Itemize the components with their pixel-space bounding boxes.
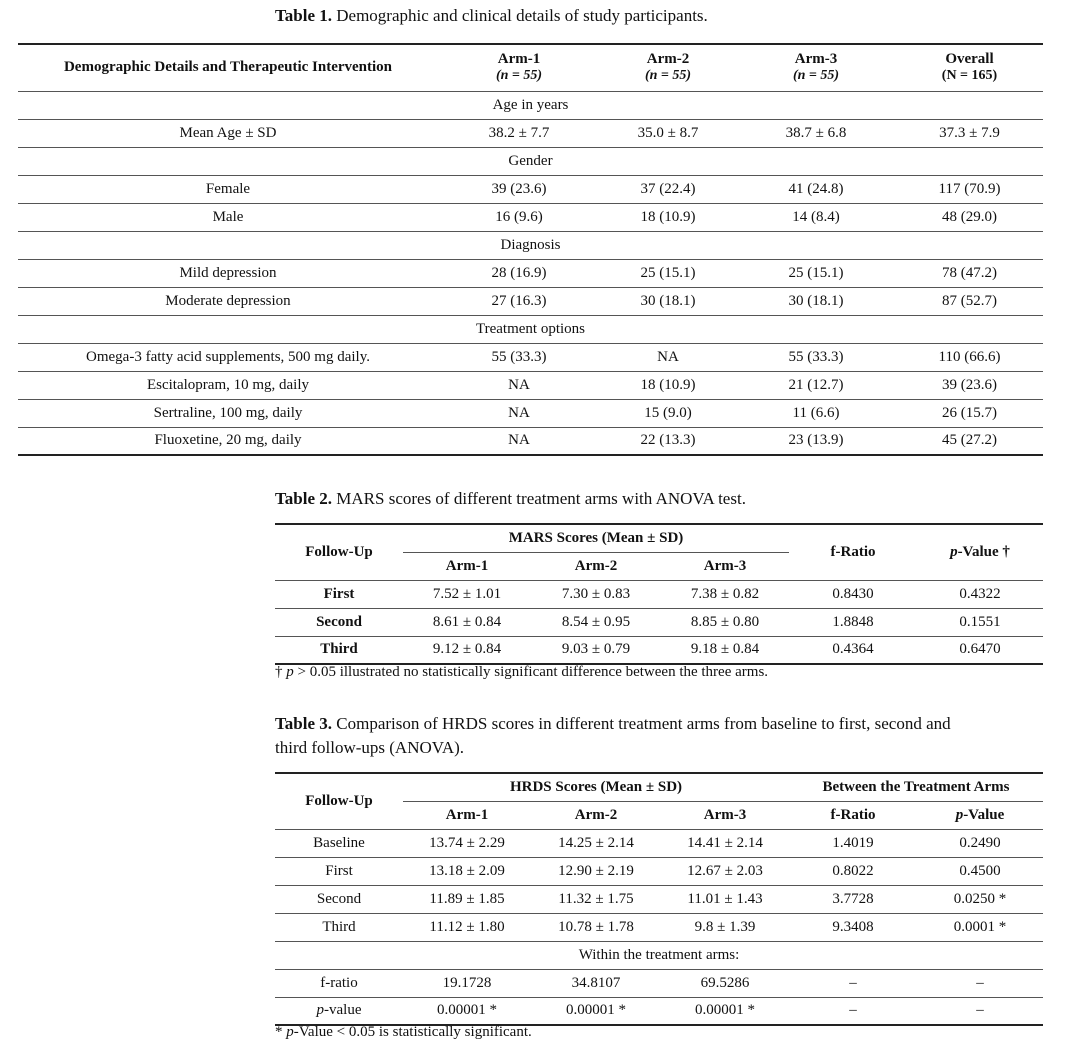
cell: 0.4500 — [959, 862, 1001, 879]
cell: 8.54 ± 0.95 — [561, 613, 631, 630]
cell: 7.52 ± 1.01 — [432, 585, 502, 602]
table2-caption-label: Table 2. — [275, 489, 333, 508]
row-label: Mean Age ± SD — [179, 124, 277, 141]
cell: 14.25 ± 2.14 — [558, 834, 634, 851]
table3-fratio-header: f-Ratio — [830, 806, 876, 823]
cell: 30 (18.1) — [640, 292, 696, 309]
cell: 0.4322 — [959, 585, 1001, 602]
table-row — [18, 343, 1043, 371]
cell: 0.00001 * — [437, 1002, 497, 1019]
cell: 1.8848 — [832, 613, 874, 630]
cell: 13.74 ± 2.29 — [429, 834, 505, 851]
table2-arm2-header: Arm-2 — [574, 557, 618, 574]
table-row — [18, 259, 1043, 287]
cell: 8.85 ± 0.80 — [690, 613, 760, 630]
cell: 9.3408 — [832, 918, 874, 935]
row-label: Escitalopram, 10 mg, daily — [146, 376, 310, 393]
cell: 0.6470 — [959, 641, 1001, 658]
table1-section-row — [18, 231, 1043, 259]
table1-header-row — [18, 44, 1043, 91]
cell: 28 (16.9) — [491, 264, 547, 281]
cell: 26 (15.7) — [942, 404, 997, 421]
table-row — [18, 427, 1043, 455]
cell: 22 (13.3) — [640, 432, 696, 449]
cell: 110 (66.6) — [938, 348, 1001, 365]
cell: 3.7728 — [832, 890, 874, 907]
table1-section-row — [18, 91, 1043, 119]
table3-header-row — [275, 773, 1043, 801]
cell: 12.90 ± 2.19 — [558, 862, 634, 879]
section-title-diagnosis: Diagnosis — [500, 236, 561, 253]
cell: 25 (15.1) — [640, 264, 696, 281]
table1-col0-header: Demographic Details and Therapeutic Intervention — [63, 59, 393, 76]
table3-arm2-header: Arm-2 — [574, 806, 618, 823]
cell: 38.2 ± 7.7 — [488, 124, 550, 141]
row-label: Second — [316, 890, 362, 907]
cell: 18 (10.9) — [640, 376, 696, 393]
table-row — [275, 608, 1043, 636]
cell: 39 (23.6) — [491, 180, 547, 197]
row-label: Third — [320, 641, 358, 658]
cell: 37.3 ± 7.9 — [939, 124, 1000, 141]
cell: – — [849, 1002, 857, 1019]
cell: 11.32 ± 1.75 — [558, 890, 634, 907]
table2-followup-header: Follow-Up — [275, 524, 403, 580]
table3-between-header: Between the Treatment Arms — [789, 773, 1043, 801]
table2-group-header: MARS Scores (Mean ± SD) — [403, 524, 789, 552]
cell: 23 (13.9) — [788, 432, 844, 449]
table1-arm3-header: Arm-3 (n = 55) — [792, 51, 840, 84]
cell: 34.8107 — [571, 974, 621, 991]
cell: 35.0 ± 8.7 — [637, 124, 699, 141]
cell: 0.8430 — [832, 585, 874, 602]
table3-caption — [275, 712, 1065, 760]
table2 — [275, 523, 1043, 665]
cell: – — [976, 1002, 984, 1019]
cell: 10.78 ± 1.78 — [558, 918, 634, 935]
cell: 78 (47.2) — [942, 264, 997, 281]
table-row — [275, 857, 1043, 885]
row-label: Sertraline, 100 mg, daily — [153, 404, 303, 421]
table-row — [18, 371, 1043, 399]
section-title-gender: Gender — [508, 152, 553, 169]
table2-arm3-header: Arm-3 — [703, 557, 747, 574]
row-label: First — [323, 585, 355, 602]
row-label: Baseline — [313, 834, 365, 851]
table3-caption-line1: Comparison of HRDS scores in different treatment arms from baseline to first, second and — [332, 714, 951, 733]
row-label: Female — [205, 180, 251, 197]
table3-caption-label: Table 3. — [275, 714, 333, 733]
table2-caption — [275, 487, 746, 511]
table1-caption — [275, 4, 708, 28]
cell: 16 (9.6) — [495, 208, 543, 225]
table3-arm1-header: Arm-1 — [445, 806, 489, 823]
table-row — [18, 203, 1043, 231]
row-label: Third — [322, 918, 356, 935]
cell: NA — [657, 348, 679, 365]
cell: NA — [508, 376, 530, 393]
cell: 27 (16.3) — [491, 292, 547, 309]
cell: 0.00001 * — [566, 1002, 626, 1019]
table-row — [275, 913, 1043, 941]
table1-overall-header: Overall (N = 165) — [941, 51, 998, 84]
table2-arm1-header: Arm-1 — [445, 557, 489, 574]
table3-caption-line2: third follow-ups (ANOVA). — [275, 738, 465, 757]
cell: 0.0001 * — [953, 918, 1007, 935]
table3 — [275, 772, 1043, 1026]
cell: 30 (18.1) — [788, 292, 844, 309]
table3-pvalue-header: p-Value — [955, 806, 1005, 823]
cell: 0.2490 — [959, 834, 1001, 851]
table2-pvalue-header: p-Value † — [917, 524, 1043, 580]
table-row — [275, 580, 1043, 608]
table-row — [275, 997, 1043, 1025]
cell: 48 (29.0) — [942, 208, 997, 225]
table-row — [18, 399, 1043, 427]
table-row — [18, 119, 1043, 147]
table1-caption-text: Demographic and clinical details of study participants. — [332, 6, 708, 25]
cell: 1.4019 — [832, 834, 874, 851]
table2-fratio-header: f-Ratio — [789, 524, 917, 580]
table-row — [18, 287, 1043, 315]
cell: 18 (10.9) — [640, 208, 696, 225]
table-row — [18, 175, 1043, 203]
cell: NA — [508, 432, 530, 449]
cell: 14.41 ± 2.14 — [687, 834, 763, 851]
cell: 11.01 ± 1.43 — [687, 890, 763, 907]
cell: 12.67 ± 2.03 — [687, 862, 763, 879]
cell: 45 (27.2) — [942, 432, 997, 449]
row-label: f-ratio — [320, 974, 358, 991]
row-label: First — [325, 862, 353, 879]
cell: 0.8022 — [832, 862, 874, 879]
section-title-age: Age in years — [492, 96, 569, 113]
cell: 37 (22.4) — [640, 180, 696, 197]
table1 — [18, 43, 1043, 456]
cell: 0.4364 — [832, 641, 874, 658]
cell: NA — [508, 404, 530, 421]
within-title: Within the treatment arms: — [578, 946, 740, 963]
cell: 11.89 ± 1.85 — [429, 890, 505, 907]
cell: 55 (33.3) — [788, 348, 844, 365]
table1-caption-label: Table 1. — [275, 6, 333, 25]
cell: 11.12 ± 1.80 — [429, 918, 505, 935]
cell: 69.5286 — [700, 974, 750, 991]
row-label: Male — [212, 208, 244, 225]
table2-header-row — [275, 524, 1043, 552]
cell: 19.1728 — [442, 974, 492, 991]
cell: – — [849, 974, 857, 991]
table-row — [275, 636, 1043, 664]
cell: 9.8 ± 1.39 — [694, 918, 756, 935]
row-label: Mild depression — [179, 264, 277, 281]
cell: 38.7 ± 6.8 — [785, 124, 847, 141]
cell: 0.00001 * — [695, 1002, 755, 1019]
cell: 39 (23.6) — [942, 376, 997, 393]
table1-section-row — [18, 315, 1043, 343]
table2-footnote: † p > 0.05 illustrated no statistically significant difference between the three arms. — [275, 664, 769, 680]
cell: 14 (8.4) — [792, 208, 840, 225]
cell: 0.0250 * — [953, 890, 1007, 907]
table1-arm1-header: Arm-1 (n = 55) — [495, 51, 543, 84]
table-row — [275, 969, 1043, 997]
cell: 9.18 ± 0.84 — [690, 641, 760, 658]
section-title-treatment: Treatment options — [475, 320, 586, 337]
cell: 117 (70.9) — [938, 180, 1001, 197]
cell: 9.03 ± 0.79 — [561, 641, 631, 658]
cell: – — [976, 974, 984, 991]
cell: 7.30 ± 0.83 — [561, 585, 631, 602]
table3-footnote: * p-Value < 0.05 is statistically significant. — [275, 1024, 532, 1040]
cell: 9.12 ± 0.84 — [432, 641, 502, 658]
table-row — [275, 829, 1043, 857]
table-row — [275, 885, 1043, 913]
cell: 8.61 ± 0.84 — [432, 613, 502, 630]
cell: 41 (24.8) — [788, 180, 844, 197]
cell: 55 (33.3) — [491, 348, 547, 365]
table3-within-row — [275, 941, 1043, 969]
table1-section-row — [18, 147, 1043, 175]
cell: 0.1551 — [959, 613, 1001, 630]
cell: 13.18 ± 2.09 — [429, 862, 505, 879]
table2-caption-text: MARS scores of different treatment arms with ANOVA test. — [332, 489, 746, 508]
cell: 15 (9.0) — [644, 404, 692, 421]
row-label: p-value — [316, 1002, 362, 1019]
row-label: Fluoxetine, 20 mg, daily — [154, 432, 302, 449]
row-label: Moderate depression — [165, 292, 291, 309]
table3-group-header: HRDS Scores (Mean ± SD) — [403, 773, 789, 801]
cell: 87 (52.7) — [942, 292, 997, 309]
cell: 7.38 ± 0.82 — [690, 585, 760, 602]
cell: 25 (15.1) — [788, 264, 844, 281]
table3-arm3-header: Arm-3 — [703, 806, 747, 823]
cell: 21 (12.7) — [788, 376, 844, 393]
row-label: Omega-3 fatty acid supplements, 500 mg daily. — [86, 348, 370, 365]
row-label: Second — [316, 613, 362, 630]
cell: 11 (6.6) — [792, 404, 840, 421]
table3-followup-header: Follow-Up — [275, 773, 403, 829]
table1-arm2-header: Arm-2 (n = 55) — [644, 51, 692, 84]
